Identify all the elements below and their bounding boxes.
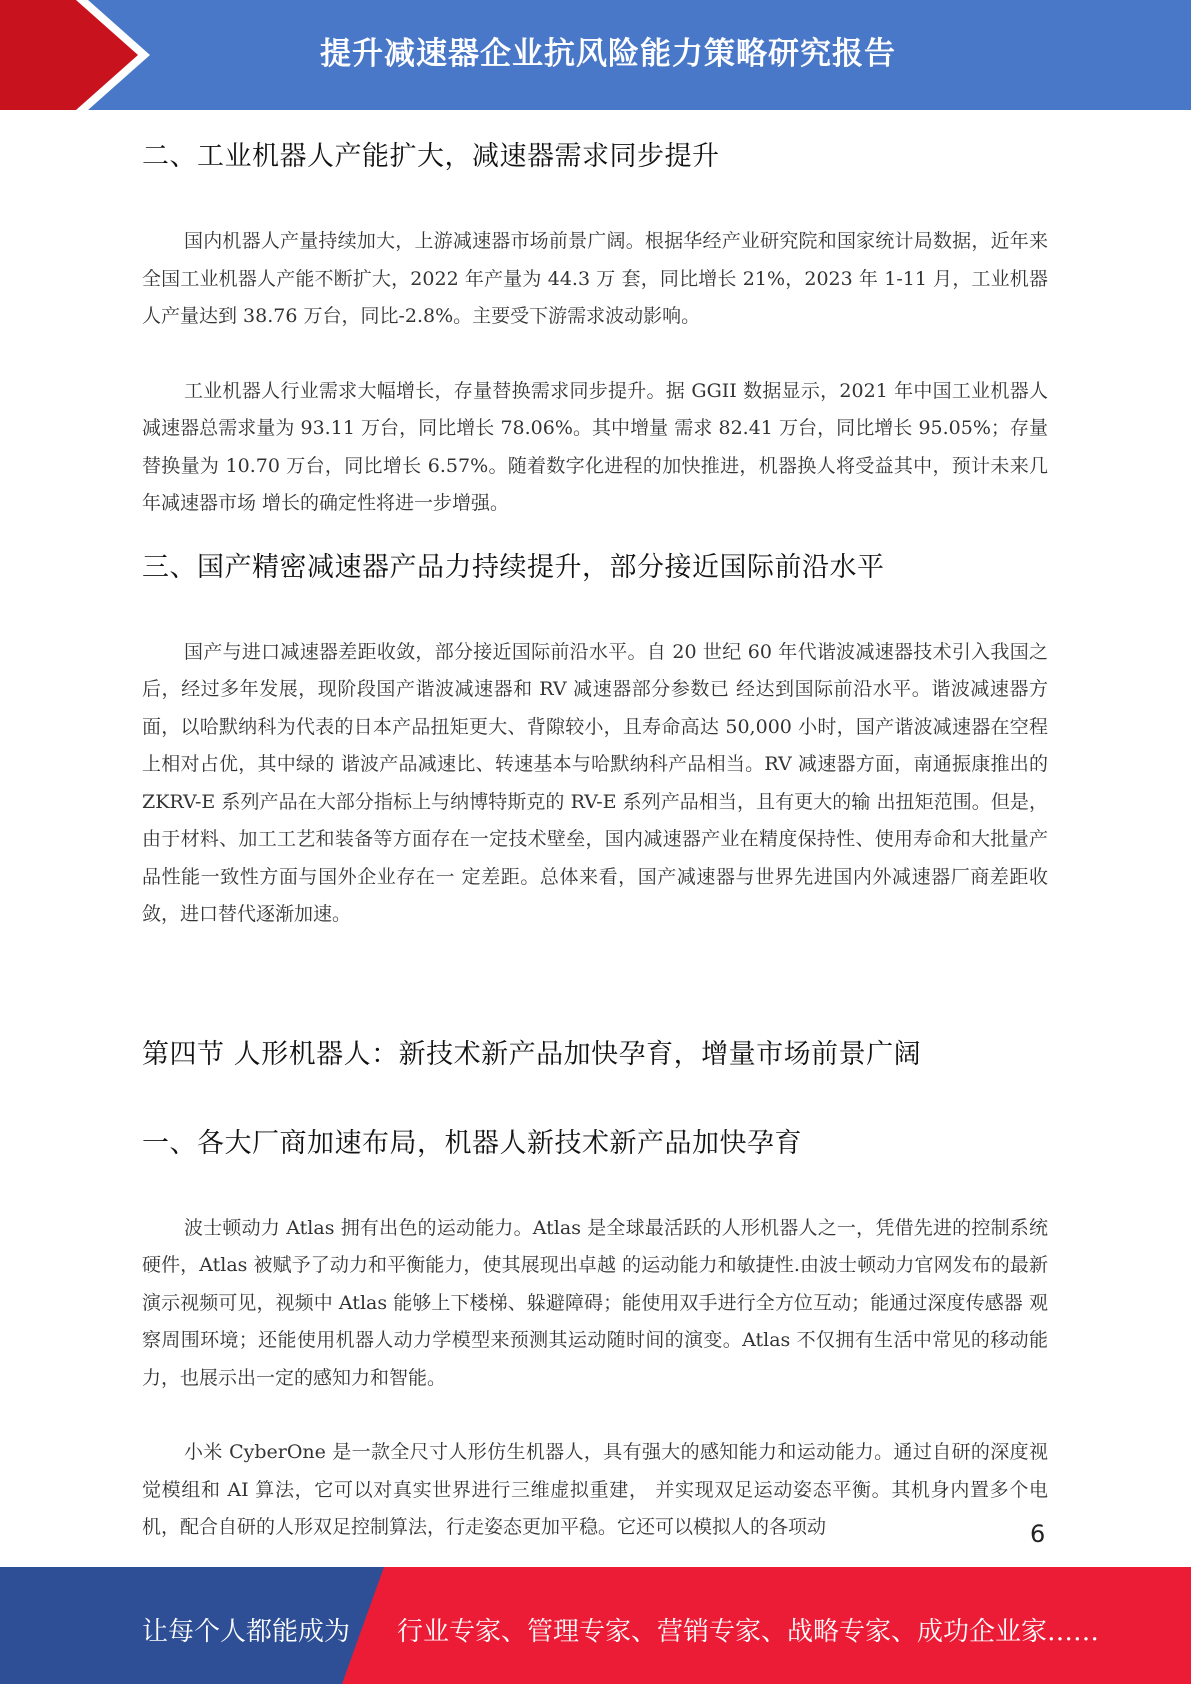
header-arrow-icon [0, 0, 138, 110]
footer-slogan-right: 行业专家、管理专家、营销专家、战略专家、成功企业家…… [397, 1617, 1100, 1647]
section-heading-vendors: 一、各大厂商加速布局，机器人新技术新产品加快孕育 [142, 1127, 802, 1159]
page-number: 6 [1030, 1520, 1046, 1548]
paragraph-atlas: 波士顿动力 Atlas 拥有出色的运动能力。Atlas 是全球最活跃的人形机器人之一，凭借先进的控制系统硬件，Atlas 被赋予了动力和平衡能力，使其展现出卓越 的运动能力和敏捷性.由波士顿动力官网发布的最新演示视频可见，视频中 Atlas 能够上下楼梯、躲避障碍；能使用双手进行全方位互动；能通过深度传感器 观察周围环境；还能使用机器人动力学模型来预测其运动随时间的演变。Atlas 不仅拥有生活中常见的移动能力，也展示出一定的感知力和智能。 [142, 1216, 1048, 1389]
section-heading-demand: 二、工业机器人产能扩大，减速器需求同步提升 [142, 141, 720, 172]
paragraph-demand-growth: 工业机器人行业需求大幅增长，存量替换需求同步提升。据 GGII 数据显示，2021 年中国工业机器人减速器总需求量为 93.11 万台，同比增长 78.06%。其中增量 需求 82.41 万台，同比增长 95.05%；存量替换量为 10.70 万台，同比增长 6.57%。随着数字化进程的加快推进，机器换人将受益其中，预计未来几年减速器市场 增长的确定性将进一步增强。 [142, 379, 1048, 514]
report-title: 提升减速器企业抗风险能力策略研究报告 [320, 36, 896, 72]
footer-slogan-left: 让每个人都能成为 [142, 1617, 351, 1647]
page-header [0, 0, 1191, 110]
section-heading-domestic-reducers: 三、国产精密减速器产品力持续提升，部分接近国际前沿水平 [142, 551, 885, 583]
document-body [142, 130, 1048, 1547]
paragraph-cyberone: 小米 CyberOne 是一款全尺寸人形仿生机器人，具有强大的感知能力和运动能力。通过自研的深度视觉模组和 AI 算法，它可以对真实世界进行三维虚拟重建， 并实现双足运动姿态平衡。其机身内置多个电机，配合自研的人形双足控制算法，行走姿态更加平稳。它还可以模拟人的各项动 [142, 1441, 1048, 1538]
page-footer [0, 1567, 1191, 1684]
chapter-heading-humanoid: 第四节 人形机器人：新技术新产品加快孕育，增量市场前景广阔 [142, 1038, 922, 1070]
paragraph-gap-convergence: 国产与进口减速器差距收敛，部分接近国际前沿水平。自 20 世纪 60 年代谐波减速器技术引入我国之后，经过多年发展，现阶段国产谐波减速器和 RV 减速器部分参数已 经达到国际前沿水平。谐波减速器方面，以哈默纳科为代表的日本产品扭矩更大、背隙较小，且寿命高达 50,000 小时，国产谐波减速器在空程上相对占优，其中绿的 谐波产品减速比、转速基本与哈默纳科产品相当。RV 减速器方面，南通振康推出的 ZKRV-E 系列产品在大部分指标上与纳博特斯克的 RV-E 系列产品相当，且有更大的输 出扭矩范围。但是，由于材料、加工工艺和装备等方面存在一定技术壁垒，国内减速器产业在精度保持性、使用寿命和大批量产品性能一致性方面与国外企业存在一 定差距。总体来看，国产减速器与世界先进国内外减速器厂商差距收敛，进口替代逐渐加速。 [142, 640, 1048, 925]
paragraph-production: 国内机器人产量持续加大，上游减速器市场前景广阔。根据华经产业研究院和国家统计局数据，近年来全国工业机器人产能不断扩大，2022 年产量为 44.3 万 套，同比增长 21%，2023 年 1-11 月，工业机器人产量达到 38.76 万台，同比-2.8%。主要受下游需求波动影响。 [142, 230, 1048, 327]
